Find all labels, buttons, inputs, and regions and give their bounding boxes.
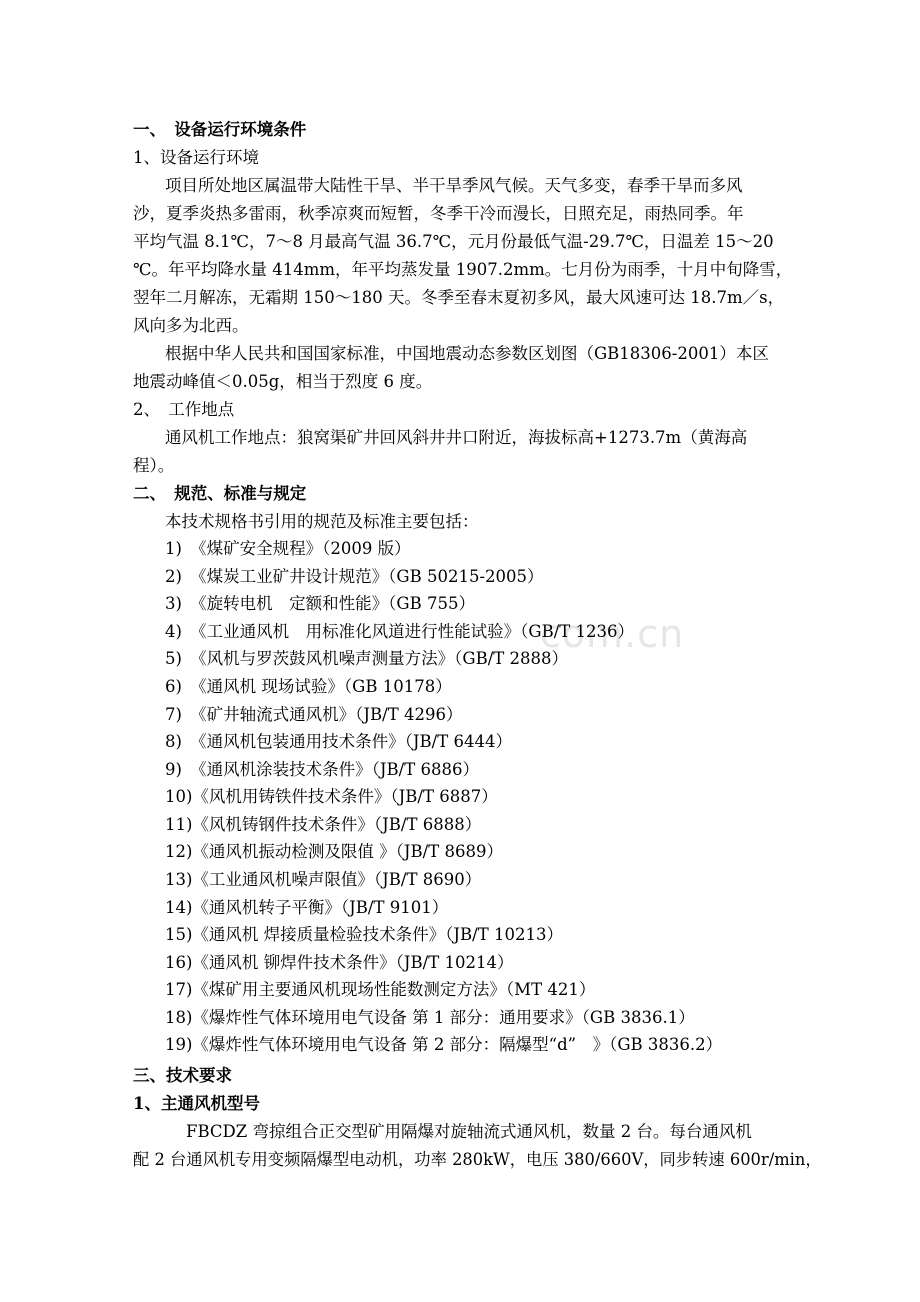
standard-item: 18)《爆炸性气体环境用电气设备 第 1 部分：通用要求》（GB 3836.1） [165, 1008, 695, 1027]
standard-item: 6) 《通风机 现场试验》（GB 10178） [165, 677, 452, 696]
section-2-heading: 二、 规范、标准与规定 [133, 484, 307, 503]
standard-item: 2) 《煤炭工业矿井设计规范》（GB 50215-2005） [165, 567, 544, 586]
standard-item: 16)《通风机 铆焊件技术条件》（JB/T 10214） [165, 953, 514, 972]
standard-item: 5) 《风机与罗茨鼓风机噪声测量方法》（GB/T 2888） [165, 649, 569, 668]
paragraph-line: 通风机工作地点：狼窝渠矿井回风斜井井口附近，海拔标高+1273.7m（黄海高 [165, 428, 748, 447]
standard-item: 14)《通风机转子平衡》（JB/T 9101） [165, 898, 449, 917]
paragraph-line: 地震动峰值＜0.05g，相当于烈度 6 度。 [133, 372, 433, 391]
paragraph-line: 程）。 [133, 456, 175, 475]
standard-item: 9) 《通风机涂装技术条件》（JB/T 6886） [165, 760, 479, 779]
paragraph-line: 沙，夏季炎热多雷雨，秋季凉爽而短暂，冬季干冷而漫长，日照充足，雨热同季。年 [133, 204, 744, 223]
standard-item: 7) 《矿井轴流式通风机》（JB/T 4296） [165, 705, 463, 724]
standard-item: 1) 《煤矿安全规程》（2009 版） [165, 539, 411, 558]
section-1-heading: 一、 设备运行环境条件 [133, 120, 307, 139]
section-3-heading: 三、技术要求 [133, 1066, 232, 1085]
paragraph-line: ℃。年平均降水量 414mm，年平均蒸发量 1907.2mm。七月份为雨季，十月中旬降雪， [133, 260, 793, 279]
section-1-1-heading: 1、设备运行环境 [133, 148, 259, 167]
paragraph-line: FBCDZ 弯掠组合正交型矿用隔爆对旋轴流式通风机，数量 2 台。每台通风机 [186, 1122, 752, 1141]
standard-item: 8) 《通风机包装通用技术条件》（JB/T 6444） [165, 732, 512, 751]
standard-item: 12)《通风机振动检测及限值 》（JB/T 8689） [165, 842, 503, 861]
section-1-2-heading: 2、 工作地点 [133, 400, 235, 419]
paragraph-line: 根据中华人民共和国国家标准，中国地震动态参数区划图（GB18306-2001）本区 [165, 344, 769, 363]
paragraph-line: 风向多为北西。 [133, 316, 249, 335]
watermark: com.cn [540, 612, 685, 656]
section-3-1-heading: 1、主通风机型号 [133, 1094, 260, 1113]
standard-item: 19)《爆炸性气体环境用电气设备 第 2 部分：隔爆型“d” 》（GB 3836.2） [165, 1035, 723, 1054]
standard-item: 3) 《旋转电机 定额和性能》（GB 755） [165, 594, 475, 613]
paragraph-line: 项目所处地区属温带大陆性干旱、半干旱季风气候。天气多变，春季干旱而多风 [165, 176, 743, 195]
paragraph-line: 配 2 台通风机专用变频隔爆型电动机，功率 280kW，电压 380/660V，同步转速 600r/min， [133, 1150, 822, 1169]
standard-item: 11)《风机铸钢件技术条件》（JB/T 6888） [165, 815, 482, 834]
standard-item: 4) 《工业通风机 用标准化风道进行性能试验》（GB/T 1236） [165, 622, 635, 641]
standard-item: 15)《通风机 焊接质量检验技术条件》（JB/T 10213） [165, 925, 563, 944]
paragraph-line: 平均气温 8.1℃，7～8 月最高气温 36.7℃，元月份最低气温-29.7℃，日温差 15～20 [133, 232, 774, 251]
section-2-intro: 本技术规格书引用的规范及标准主要包括： [165, 512, 479, 531]
standard-item: 17)《煤矿用主要通风机现场性能数测定方法》（MT 421） [165, 980, 596, 999]
standard-item: 10)《风机用铸铁件技术条件》（JB/T 6887） [165, 787, 498, 806]
standard-item: 13)《工业通风机噪声限值》（JB/T 8690） [165, 870, 482, 889]
paragraph-line: 翌年二月解冻，无霜期 150～180 天。冬季至春末夏初多风，最大风速可达 18.7m／s， [133, 288, 785, 307]
